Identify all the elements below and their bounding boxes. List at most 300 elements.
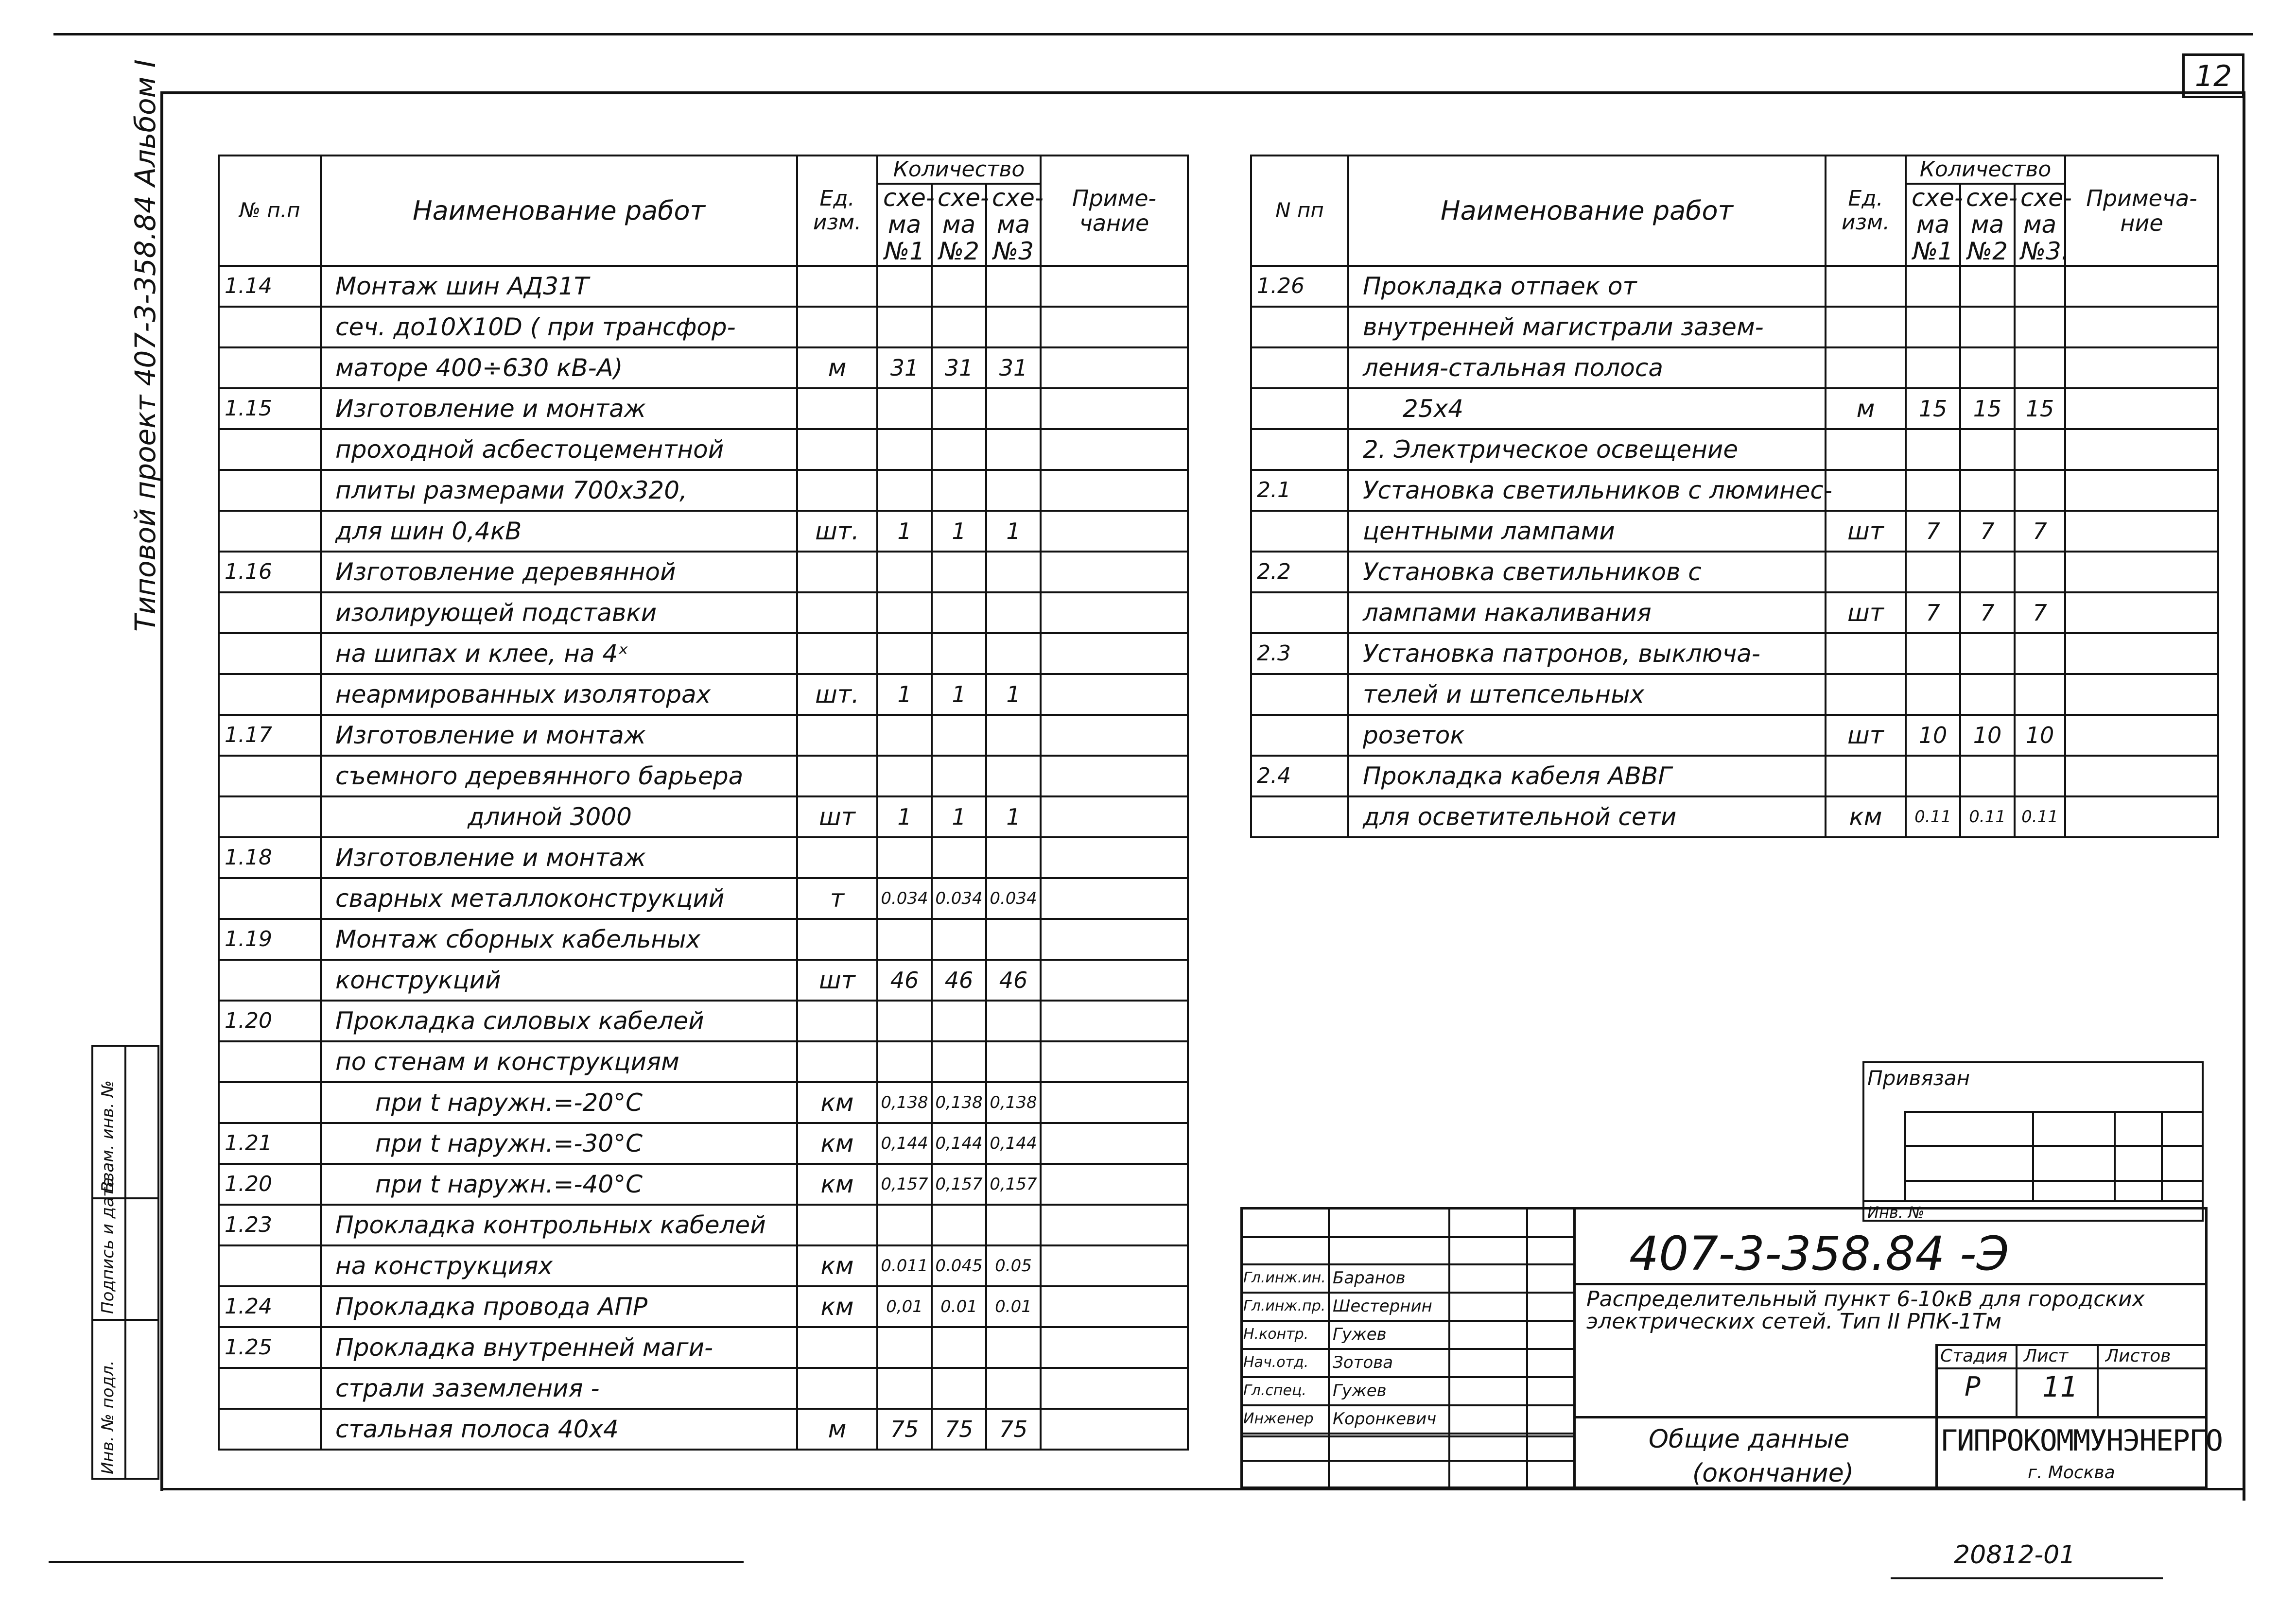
row-qty-1 xyxy=(877,1041,932,1082)
strip-inv-podl: Инв. № подл. xyxy=(98,1360,118,1474)
row-note xyxy=(1041,796,1188,837)
row-num: 1.23 xyxy=(219,1205,321,1245)
row-qty-1: 1 xyxy=(877,674,932,715)
header-unit: Ед. изм. xyxy=(797,156,877,266)
row-num xyxy=(219,633,321,674)
row-num xyxy=(1251,715,1348,756)
inner-top-line xyxy=(160,91,2245,94)
row-note xyxy=(1041,347,1188,388)
row-unit xyxy=(797,552,877,592)
bottom-dash-right xyxy=(1891,1577,2163,1579)
row-name: Установка светильников с люминес- xyxy=(1348,470,1826,511)
row-qty-1 xyxy=(1906,347,1960,388)
row-name: Установка светильников с xyxy=(1348,552,1826,592)
row-qty-3 xyxy=(986,756,1041,796)
row-qty-2 xyxy=(1960,307,2015,347)
header-scheme-2: схе-ма №2 xyxy=(932,184,986,266)
row-qty-2 xyxy=(932,1001,986,1041)
table-row xyxy=(219,960,1188,1001)
table-row xyxy=(219,429,1188,470)
row-qty-2: 0.01 xyxy=(932,1286,986,1327)
table-row xyxy=(219,878,1188,919)
header-qty: Количество xyxy=(877,156,1041,184)
row-num xyxy=(219,511,321,552)
row-qty-3: 75 xyxy=(986,1409,1041,1450)
row-qty-3: 46 xyxy=(986,960,1041,1001)
row-num: 1.26 xyxy=(1251,266,1348,307)
row-num: 1.15 xyxy=(219,388,321,429)
row-num xyxy=(1251,511,1348,552)
row-name: неармированных изоляторах xyxy=(321,674,797,715)
stamp-org: ГИПРОКОММУНЭНЕРГО xyxy=(1940,1424,2223,1458)
row-unit: км xyxy=(797,1164,877,1205)
row-name: розеток xyxy=(1348,715,1826,756)
table-row xyxy=(219,633,1188,674)
row-qty-1 xyxy=(877,837,932,878)
table-row xyxy=(219,796,1188,837)
row-qty-1 xyxy=(1906,674,1960,715)
row-name: Монтаж шин АД31Т xyxy=(321,266,797,307)
row-qty-1 xyxy=(1906,756,1960,796)
row-qty-2: 0.11 xyxy=(1960,796,2015,837)
row-qty-2: 75 xyxy=(932,1409,986,1450)
row-qty-2: 46 xyxy=(932,960,986,1001)
row-unit: км xyxy=(797,1123,877,1164)
row-num xyxy=(219,796,321,837)
row-qty-1 xyxy=(877,919,932,960)
header-name: Наименование работ xyxy=(1348,156,1826,266)
row-qty-3 xyxy=(986,837,1041,878)
row-note xyxy=(1041,837,1188,878)
row-name: страли заземления - xyxy=(321,1368,797,1409)
title-stamp xyxy=(1240,1207,2223,1503)
row-qty-3 xyxy=(986,1001,1041,1041)
row-qty-3: 0.05 xyxy=(986,1245,1041,1286)
table-row xyxy=(219,837,1188,878)
left-works-table xyxy=(218,155,1189,1451)
row-qty-2 xyxy=(932,1205,986,1245)
row-num: 1.20 xyxy=(219,1001,321,1041)
row-num xyxy=(1251,307,1348,347)
row-num xyxy=(219,347,321,388)
row-name: конструкций xyxy=(321,960,797,1001)
table-row xyxy=(219,919,1188,960)
row-num xyxy=(1251,388,1348,429)
strip-vzam: Взам. инв. № xyxy=(98,1080,118,1192)
row-num xyxy=(1251,674,1348,715)
table-row xyxy=(1251,715,2218,756)
row-name: Установка патронов, выключа- xyxy=(1348,633,1826,674)
row-note xyxy=(1041,1041,1188,1082)
row-name: при t наружн.=-20°С xyxy=(321,1082,797,1123)
sheet-number: 12 xyxy=(2194,59,2232,93)
header-note: Примеча-ние xyxy=(2065,156,2218,266)
row-unit xyxy=(797,837,877,878)
row-note xyxy=(2065,674,2218,715)
row-num xyxy=(1251,429,1348,470)
row-name: Прокладка провода АПР xyxy=(321,1286,797,1327)
row-qty-3 xyxy=(986,388,1041,429)
row-qty-1: 7 xyxy=(1906,511,1960,552)
stamp-person-role: Гл.спец. xyxy=(1243,1382,1306,1399)
row-note xyxy=(2065,592,2218,633)
row-qty-3 xyxy=(986,429,1041,470)
row-qty-2 xyxy=(932,919,986,960)
row-num: 1.24 xyxy=(219,1286,321,1327)
row-qty-2 xyxy=(932,307,986,347)
row-qty-3: 0.01 xyxy=(986,1286,1041,1327)
row-unit xyxy=(1826,470,1906,511)
header-scheme-3: схе-ма №3 xyxy=(986,184,1041,266)
row-num: 2.2 xyxy=(1251,552,1348,592)
row-qty-1: 15 xyxy=(1906,388,1960,429)
row-qty-1: 75 xyxy=(877,1409,932,1450)
row-qty-1 xyxy=(1906,552,1960,592)
row-name: сварных металлоконструкций xyxy=(321,878,797,919)
row-qty-3 xyxy=(986,552,1041,592)
row-num xyxy=(219,960,321,1001)
table-row xyxy=(219,511,1188,552)
row-note xyxy=(1041,919,1188,960)
row-note xyxy=(2065,347,2218,388)
row-qty-1 xyxy=(877,1205,932,1245)
row-qty-1 xyxy=(877,756,932,796)
row-qty-1 xyxy=(877,592,932,633)
row-name: внутренней магистрали зазем- xyxy=(1348,307,1826,347)
row-qty-2 xyxy=(1960,266,2015,307)
row-unit: км xyxy=(797,1286,877,1327)
row-unit: т xyxy=(797,878,877,919)
row-qty-3 xyxy=(986,1368,1041,1409)
row-qty-1 xyxy=(1906,429,1960,470)
row-note xyxy=(2065,388,2218,429)
row-unit: шт xyxy=(1826,511,1906,552)
row-unit: шт. xyxy=(797,511,877,552)
row-name: для осветительной сети xyxy=(1348,796,1826,837)
row-note xyxy=(2065,796,2218,837)
privyazan-label: Привязан xyxy=(1867,1066,1970,1090)
row-note xyxy=(2065,633,2218,674)
table-row xyxy=(219,266,1188,307)
row-note xyxy=(1041,552,1188,592)
table-row xyxy=(1251,552,2218,592)
row-qty-3: 1 xyxy=(986,674,1041,715)
row-qty-1 xyxy=(1906,470,1960,511)
table-row xyxy=(1251,429,2218,470)
row-num: 2.3 xyxy=(1251,633,1348,674)
row-unit: м xyxy=(1826,388,1906,429)
row-name: сеч. до10Х10D ( при трансфор- xyxy=(321,307,797,347)
stamp-person-role: Гл.инж.пр. xyxy=(1243,1297,1326,1314)
row-qty-1 xyxy=(877,470,932,511)
table-row xyxy=(219,307,1188,347)
row-unit xyxy=(797,1368,877,1409)
table-row xyxy=(219,552,1188,592)
row-qty-3 xyxy=(2015,633,2065,674)
row-name: Прокладка внутренней маги- xyxy=(321,1327,797,1368)
row-qty-2: 1 xyxy=(932,674,986,715)
row-name: ления-стальная полоса xyxy=(1348,347,1826,388)
table-row xyxy=(1251,511,2218,552)
row-qty-3: 31 xyxy=(986,347,1041,388)
row-qty-2: 0,138 xyxy=(932,1082,986,1123)
row-note xyxy=(2065,756,2218,796)
row-note xyxy=(1041,960,1188,1001)
header-scheme-3: схе-ма №3. xyxy=(2015,184,2065,266)
table-row xyxy=(219,1409,1188,1450)
row-qty-3 xyxy=(986,919,1041,960)
row-note xyxy=(1041,511,1188,552)
bottom-code: 20812-01 xyxy=(1954,1540,2076,1570)
row-qty-3 xyxy=(2015,307,2065,347)
row-name: Прокладка отпаек от xyxy=(1348,266,1826,307)
row-name: Изготовление деревянной xyxy=(321,552,797,592)
row-note xyxy=(2065,511,2218,552)
row-qty-1 xyxy=(877,633,932,674)
row-name: маторе 400÷630 кВ-А) xyxy=(321,347,797,388)
stamp-person-role: Нач.отд. xyxy=(1243,1354,1309,1371)
row-qty-2 xyxy=(932,837,986,878)
table-row xyxy=(219,1205,1188,1245)
stamp-code: 407-3-358.84 -Э xyxy=(1629,1227,2009,1281)
row-qty-2 xyxy=(932,592,986,633)
row-note xyxy=(2065,307,2218,347)
row-name: Изготовление и монтаж xyxy=(321,715,797,756)
row-note xyxy=(1041,878,1188,919)
strip-podpis: Подпись и дата xyxy=(98,1177,118,1314)
row-qty-1 xyxy=(877,388,932,429)
row-unit xyxy=(797,715,877,756)
row-qty-2: 10 xyxy=(1960,715,2015,756)
row-note xyxy=(1041,1001,1188,1041)
row-note xyxy=(2065,429,2218,470)
row-note xyxy=(1041,674,1188,715)
row-qty-3: 1 xyxy=(986,796,1041,837)
table-row xyxy=(219,1041,1188,1082)
row-name: съемного деревянного барьера xyxy=(321,756,797,796)
row-unit: м xyxy=(797,347,877,388)
row-note xyxy=(2065,266,2218,307)
stamp-person-role: Н.контр. xyxy=(1243,1326,1309,1343)
stamp-stage: Р xyxy=(1965,1371,1981,1402)
row-unit xyxy=(1826,552,1906,592)
row-num xyxy=(219,307,321,347)
row-qty-2 xyxy=(932,266,986,307)
row-name: Монтаж сборных кабельных xyxy=(321,919,797,960)
row-qty-1 xyxy=(877,1001,932,1041)
row-name: на конструкциях xyxy=(321,1245,797,1286)
row-num: 1.17 xyxy=(219,715,321,756)
row-qty-1: 10 xyxy=(1906,715,1960,756)
row-note xyxy=(1041,429,1188,470)
row-name: телей и штепсельных xyxy=(1348,674,1826,715)
row-qty-1: 0,01 xyxy=(877,1286,932,1327)
row-qty-3: 7 xyxy=(2015,511,2065,552)
row-qty-2 xyxy=(932,756,986,796)
row-unit xyxy=(797,307,877,347)
row-qty-1: 1 xyxy=(877,796,932,837)
row-unit xyxy=(797,429,877,470)
row-qty-1 xyxy=(1906,266,1960,307)
table-row xyxy=(219,1123,1188,1164)
table-row xyxy=(219,470,1188,511)
table-row xyxy=(219,1082,1188,1123)
row-num: 1.19 xyxy=(219,919,321,960)
row-num xyxy=(219,592,321,633)
row-qty-1 xyxy=(877,266,932,307)
row-num xyxy=(219,470,321,511)
row-unit xyxy=(797,1001,877,1041)
row-name: Изготовление и монтаж xyxy=(321,837,797,878)
row-name: по стенам и конструкциям xyxy=(321,1041,797,1082)
row-qty-3 xyxy=(986,266,1041,307)
row-num: 1.20 xyxy=(219,1164,321,1205)
header-num: № п.п xyxy=(219,156,321,266)
row-qty-1 xyxy=(877,1368,932,1409)
row-qty-3: 15 xyxy=(2015,388,2065,429)
row-num: 2.4 xyxy=(1251,756,1348,796)
row-qty-1: 31 xyxy=(877,347,932,388)
stamp-city: г. Москва xyxy=(2028,1463,2115,1483)
row-note xyxy=(1041,1286,1188,1327)
table-row xyxy=(1251,633,2218,674)
stamp-person-name: Баранов xyxy=(1333,1268,1406,1288)
row-qty-3 xyxy=(986,307,1041,347)
row-qty-1: 7 xyxy=(1906,592,1960,633)
row-qty-1: 1 xyxy=(877,511,932,552)
row-qty-2 xyxy=(1960,470,2015,511)
row-unit xyxy=(797,388,877,429)
row-qty-2 xyxy=(1960,674,2015,715)
row-note xyxy=(2065,470,2218,511)
row-name: Изготовление и монтаж xyxy=(321,388,797,429)
row-unit xyxy=(797,266,877,307)
row-unit: шт xyxy=(1826,592,1906,633)
row-qty-3 xyxy=(2015,347,2065,388)
row-unit xyxy=(1826,347,1906,388)
row-name: Прокладка кабеля АВВГ xyxy=(1348,756,1826,796)
row-note xyxy=(1041,388,1188,429)
row-num: 2.1 xyxy=(1251,470,1348,511)
row-note xyxy=(1041,1245,1188,1286)
row-num: 1.25 xyxy=(219,1327,321,1368)
header-scheme-1: схе-ма №1 xyxy=(877,184,932,266)
stamp-person-name: Гужев xyxy=(1333,1381,1387,1400)
row-name: Прокладка контрольных кабелей xyxy=(321,1205,797,1245)
row-unit: км xyxy=(797,1082,877,1123)
row-num xyxy=(219,1409,321,1450)
row-qty-3 xyxy=(2015,674,2065,715)
row-unit xyxy=(1826,756,1906,796)
row-qty-1 xyxy=(877,1327,932,1368)
stamp-person-name: Гужев xyxy=(1333,1325,1387,1344)
row-name: центными лампами xyxy=(1348,511,1826,552)
table-row xyxy=(219,347,1188,388)
table-row xyxy=(1251,592,2218,633)
stamp-doc-line1: Общие данные xyxy=(1649,1425,1850,1454)
row-qty-3: 0,138 xyxy=(986,1082,1041,1123)
stamp-doc-line2: (окончание) xyxy=(1692,1459,1854,1488)
row-num xyxy=(219,674,321,715)
row-qty-3 xyxy=(2015,756,2065,796)
row-num xyxy=(219,1041,321,1082)
row-qty-3: 0,144 xyxy=(986,1123,1041,1164)
row-qty-3: 10 xyxy=(2015,715,2065,756)
table-row xyxy=(1251,674,2218,715)
row-qty-1: 0.11 xyxy=(1906,796,1960,837)
row-qty-2: 0,157 xyxy=(932,1164,986,1205)
row-num: 1.14 xyxy=(219,266,321,307)
row-unit: м xyxy=(797,1409,877,1450)
outer-top-line xyxy=(53,33,2253,35)
row-unit xyxy=(1826,429,1906,470)
row-qty-3 xyxy=(986,1327,1041,1368)
row-qty-2 xyxy=(932,470,986,511)
row-qty-2: 0.045 xyxy=(932,1245,986,1286)
table-row xyxy=(1251,796,2218,837)
row-qty-2: 7 xyxy=(1960,511,2015,552)
row-qty-2: 1 xyxy=(932,511,986,552)
privyazan-block xyxy=(1862,1061,2204,1222)
row-qty-2: 1 xyxy=(932,796,986,837)
header-unit: Ед. изм. xyxy=(1826,156,1906,266)
stamp-person-name: Шестернин xyxy=(1333,1296,1432,1316)
table-row xyxy=(1251,266,2218,307)
row-qty-3 xyxy=(2015,552,2065,592)
row-unit xyxy=(1826,674,1906,715)
row-qty-1 xyxy=(877,307,932,347)
side-caption: Типовой проект 407-3-358.84 Альбом I xyxy=(129,59,162,632)
row-note xyxy=(1041,1409,1188,1450)
row-name: Прокладка силовых кабелей xyxy=(321,1001,797,1041)
table-row xyxy=(219,1245,1188,1286)
row-num xyxy=(219,1082,321,1123)
row-unit xyxy=(797,756,877,796)
table-row xyxy=(1251,756,2218,796)
header-scheme-2: схе-ма №2 xyxy=(1960,184,2015,266)
left-strip xyxy=(91,1045,159,1480)
row-qty-2 xyxy=(932,633,986,674)
row-unit: шт xyxy=(797,796,877,837)
row-qty-2: 15 xyxy=(1960,388,2015,429)
row-num xyxy=(1251,347,1348,388)
row-unit: шт xyxy=(1826,715,1906,756)
row-qty-2 xyxy=(1960,756,2015,796)
row-num: 1.16 xyxy=(219,552,321,592)
row-qty-3 xyxy=(986,1041,1041,1082)
row-qty-2 xyxy=(932,1327,986,1368)
row-unit xyxy=(797,633,877,674)
header-note: Приме-чание xyxy=(1041,156,1188,266)
row-note xyxy=(2065,552,2218,592)
row-qty-3: 0.11 xyxy=(2015,796,2065,837)
row-num xyxy=(1251,592,1348,633)
header-num: N пп xyxy=(1251,156,1348,266)
row-qty-2 xyxy=(932,429,986,470)
row-name: на шипах и клее, на 4ˣ xyxy=(321,633,797,674)
row-name: 25х4 xyxy=(1348,388,1826,429)
row-unit xyxy=(1826,307,1906,347)
row-note xyxy=(1041,1164,1188,1205)
row-qty-3 xyxy=(2015,429,2065,470)
row-note xyxy=(1041,1368,1188,1409)
table-row xyxy=(219,1001,1188,1041)
row-num xyxy=(1251,796,1348,837)
stamp-person-name: Коронкевич xyxy=(1333,1409,1437,1429)
row-note xyxy=(1041,1205,1188,1245)
row-note xyxy=(1041,756,1188,796)
table-row xyxy=(219,715,1188,756)
